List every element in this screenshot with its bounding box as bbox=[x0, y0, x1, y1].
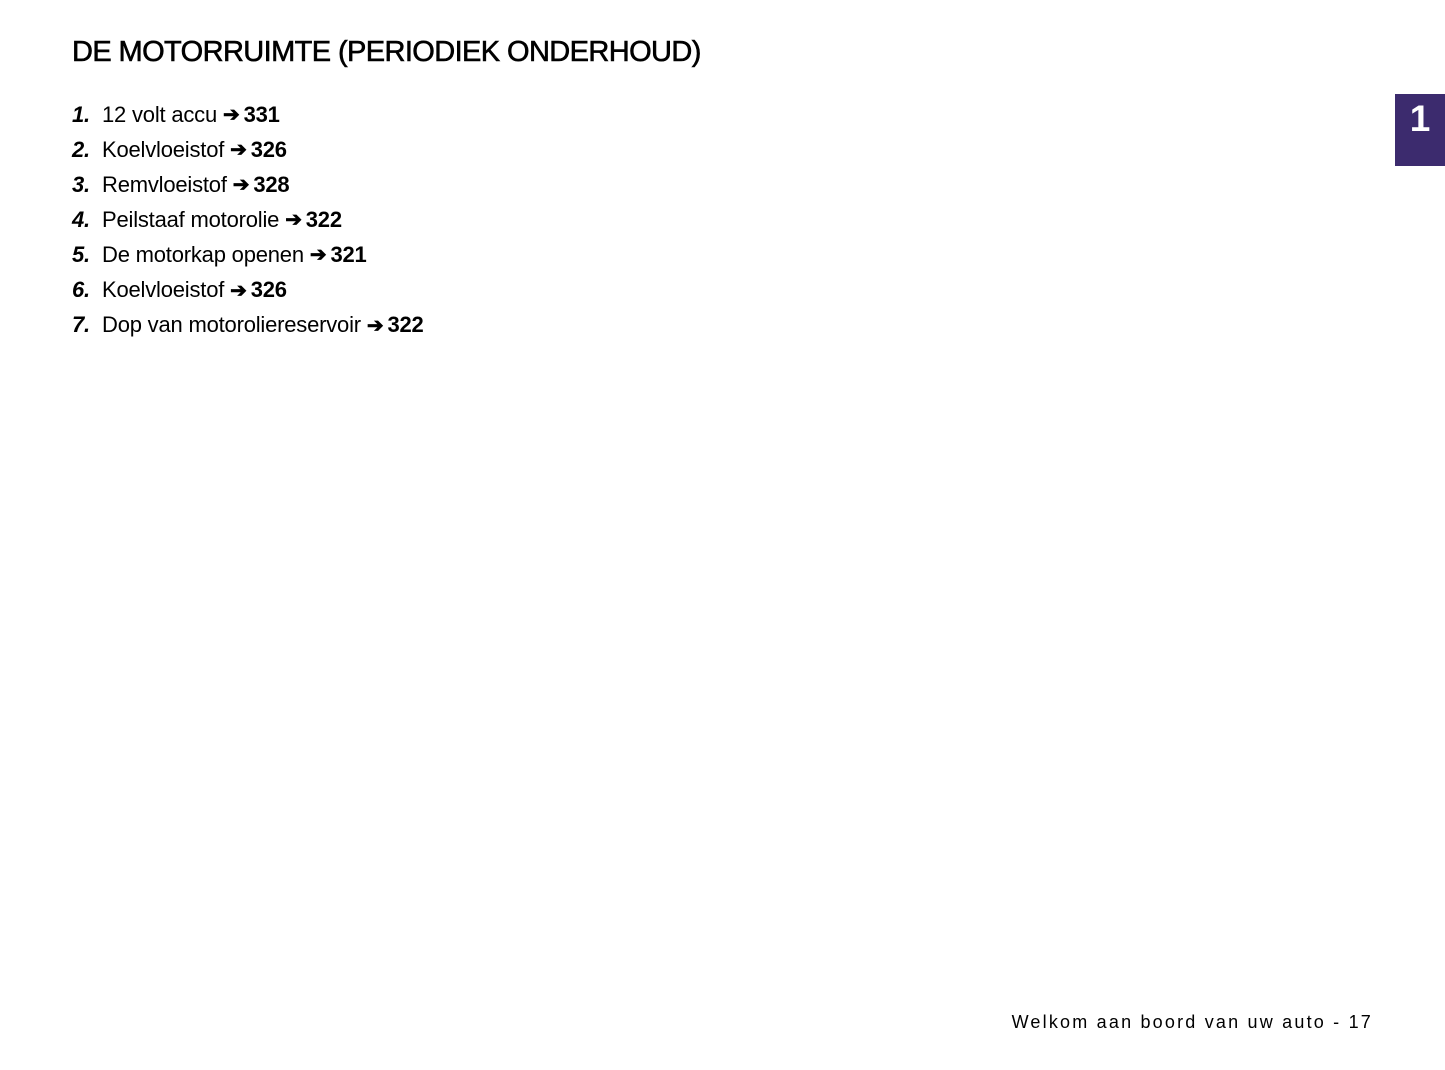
list-item bbox=[72, 237, 424, 272]
list-item bbox=[72, 272, 424, 307]
page-title: DE MOTORRUIMTE (PERIODIEK ONDERHOUD) bbox=[72, 36, 701, 68]
chapter-tab[interactable] bbox=[1395, 94, 1445, 166]
item-label: Peilstaaf motorolie bbox=[102, 206, 280, 232]
item-label: Koelvloeistof bbox=[102, 277, 225, 303]
page-reference-link[interactable]: 322 bbox=[387, 312, 424, 338]
item-label: Koelvloeistof bbox=[102, 136, 225, 162]
list-item bbox=[72, 132, 424, 167]
page-reference-link[interactable]: 326 bbox=[250, 136, 287, 162]
item-number: 2. bbox=[72, 136, 90, 162]
arrow-right-icon: ➔ bbox=[230, 279, 247, 302]
arrow-right-icon: ➔ bbox=[232, 174, 250, 197]
page-reference-link[interactable]: 322 bbox=[305, 206, 342, 232]
page-reference-link[interactable]: 331 bbox=[243, 101, 280, 127]
item-number: 5. bbox=[72, 241, 90, 267]
item-number: 1. bbox=[72, 101, 90, 127]
list-item bbox=[72, 308, 424, 343]
arrow-right-icon: ➔ bbox=[309, 244, 327, 267]
item-number: 7. bbox=[72, 312, 90, 338]
item-label: 12 volt accu bbox=[102, 101, 218, 127]
list-item bbox=[72, 97, 424, 132]
arrow-right-icon: ➔ bbox=[230, 139, 247, 162]
item-label: Remvloeistof bbox=[102, 171, 227, 197]
item-number: 3. bbox=[72, 171, 90, 197]
maintenance-item-list bbox=[72, 97, 424, 343]
page-reference-link[interactable]: 321 bbox=[330, 241, 367, 267]
list-item bbox=[72, 202, 424, 237]
chapter-number: 1 bbox=[1409, 98, 1431, 139]
item-label: De motorkap openen bbox=[102, 241, 304, 267]
arrow-right-icon: ➔ bbox=[223, 104, 240, 127]
item-label: Dop van motoroliereservoir bbox=[102, 312, 361, 338]
page-reference-link[interactable]: 326 bbox=[250, 277, 287, 303]
item-number: 4. bbox=[72, 206, 90, 232]
item-number: 6. bbox=[72, 277, 90, 303]
page-reference-link[interactable]: 328 bbox=[253, 171, 290, 197]
arrow-right-icon: ➔ bbox=[366, 314, 384, 337]
list-item bbox=[72, 167, 424, 202]
page-footer: Welkom aan boord van uw auto - 17 bbox=[1011, 1012, 1373, 1032]
arrow-right-icon: ➔ bbox=[285, 209, 302, 232]
